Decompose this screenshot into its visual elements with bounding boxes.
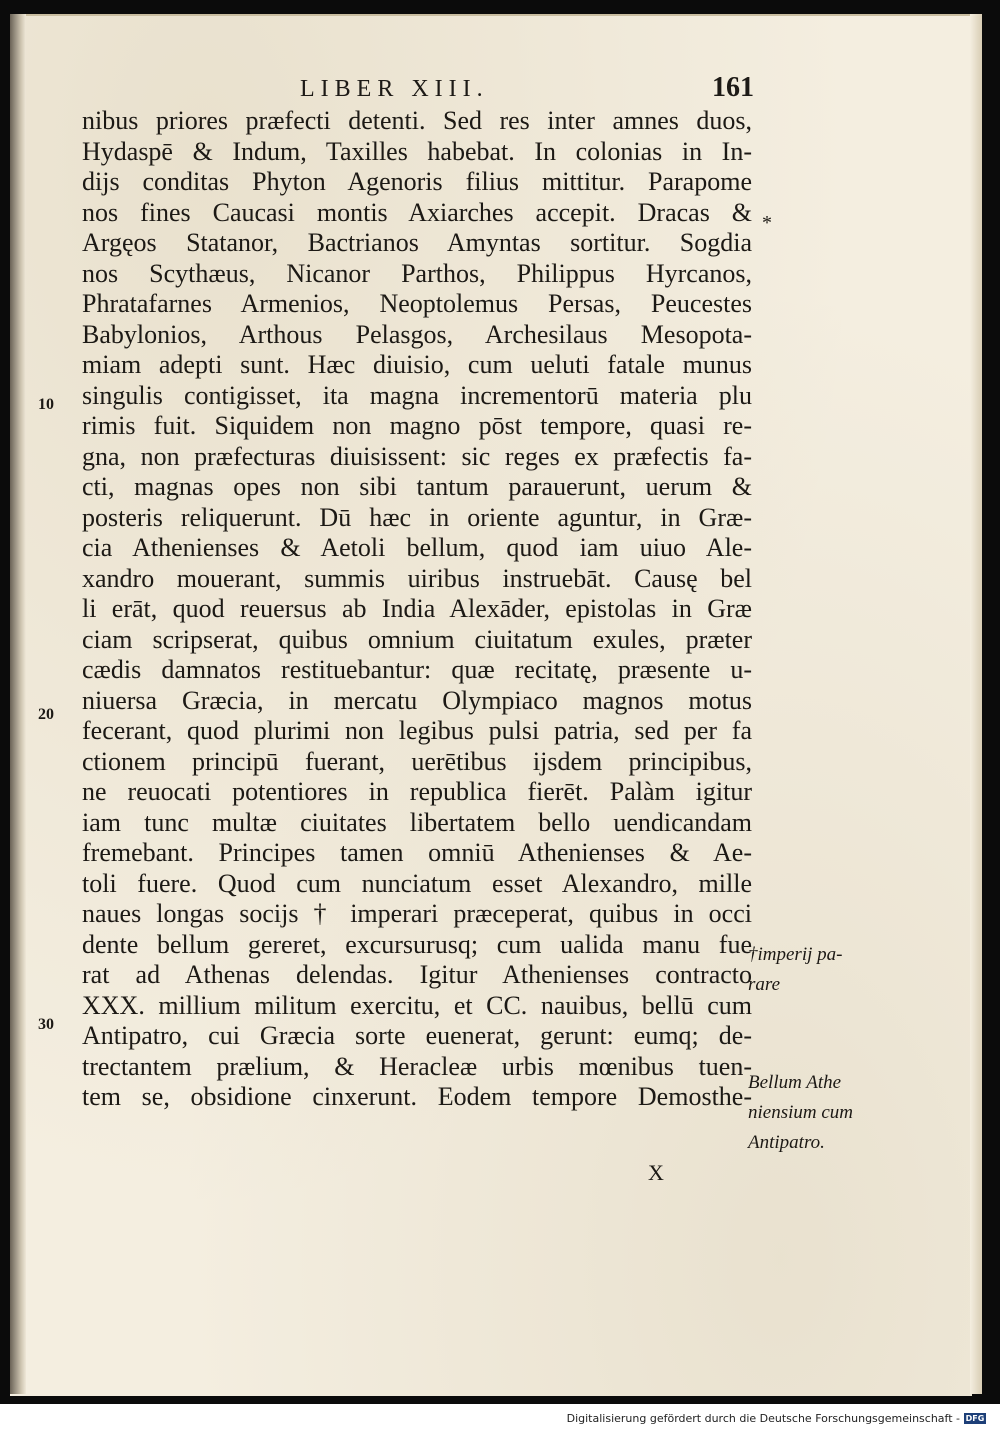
text-line [82, 1082, 752, 1113]
text-line [82, 686, 752, 717]
text-line-content: Hydaspē & Indum, Taxilles habebat. In colonias in In- [82, 136, 752, 166]
marginal-note-line: niensium cum [748, 1102, 854, 1123]
text-line [82, 167, 752, 198]
text-line-content: ciam scripserat, quibus omnium ciuitatum exules, præter [82, 624, 752, 654]
text-line [82, 869, 752, 900]
text-line-content: tem se, obsidione cinxerunt. Eodem tempore Demosthe- [82, 1082, 752, 1111]
marginal-note-line: †imperij pa- [748, 944, 843, 965]
text-line [82, 503, 752, 534]
text-line-content: miam adepti sunt. Hæc diuisio, cum ueluti fatale munus [82, 350, 752, 379]
line-number: 30 [38, 1016, 54, 1033]
asterisk-mark: * [762, 212, 772, 234]
text-line [82, 594, 752, 625]
text-line-content: nos fines Caucasi montis Axiarches accepit. Dracas & [82, 197, 752, 227]
text-line [82, 808, 752, 839]
main-text-block [82, 106, 752, 1113]
text-line [82, 747, 752, 778]
dfg-logo[interactable]: DFG [965, 1414, 985, 1423]
marginal-note-line: Antipatro. [748, 1132, 825, 1153]
text-line-content: dijs conditas Phyton Agenoris filius mittitur. Parapome [82, 167, 752, 196]
text-line [82, 625, 752, 656]
text-line-content: trectantem prælium, & Heracleæ urbis mœnibus tuen- [82, 1051, 752, 1081]
text-line-content: nos Scythæus, Nicanor Parthos, Philippus Hyrcanos, [82, 258, 752, 288]
text-line-content: rimis fuit. Siquidem non magno pōst tempore, quasi re- [82, 411, 752, 440]
text-line [82, 106, 752, 137]
text-line [82, 655, 752, 686]
text-line-content: posteris reliquerunt. Dū hæc in oriente aguntur, in Græ- [82, 502, 752, 532]
text-line [82, 137, 752, 168]
text-line [82, 320, 752, 351]
text-line [82, 1021, 752, 1052]
text-line [82, 228, 752, 259]
text-line [82, 716, 752, 747]
text-line-content: cti, magnas opes non sibi tantum parauerunt, uerum & [82, 472, 752, 501]
text-line-content: cædis damnatos restituebantur: quæ recitatę, præsente u- [82, 655, 752, 684]
text-line-content: fremebant. Principes tamen omniū Athenienses & Ae- [82, 838, 752, 867]
text-line-content: ctionem principū fuerant, uerētibus ijsdem principibus, [82, 746, 752, 776]
text-line-content: gna, non præfecturas diuisissent: sic reges ex præfectis fa- [82, 441, 752, 471]
text-line [82, 930, 752, 961]
text-line-content: niuersa Græcia, in mercatu Olympiaco magnos motus [82, 685, 752, 715]
text-line-content: Argęos Statanor, Bactrianos Amyntas sortitur. Sogdia [82, 228, 752, 257]
text-line-content: li erāt, quod reuersus ab India Alexāder, epistolas in Græ [82, 594, 752, 623]
marginal-note-line: rare [748, 974, 781, 995]
text-line-content: Antipatro, cui Græcia sorte euenerat, gerunt: eumq; de- [82, 1021, 752, 1050]
text-line-content: nibus priores præfecti detenti. Sed res inter amnes duos, [82, 106, 752, 135]
text-line-content: XXX. millium militum exercitu, et CC. nauibus, bellū cum [82, 990, 752, 1020]
text-line-content: rat ad Athenas delendas. Igitur Athenienses contracto [82, 960, 752, 989]
running-head: LIBER XIII. [300, 76, 489, 102]
text-line-content: Phratafarnes Armenios, Neoptolemus Persas, Peucestes [82, 289, 752, 318]
text-line-content: iam tunc multæ ciuitates libertatem bello uendicandam [82, 807, 752, 837]
text-line-content: fecerant, quod plurimi non legibus pulsi patria, sed per fa [82, 716, 752, 745]
text-line-content: naues longas socijs † imperari præceperat, quibus in occi [82, 899, 752, 928]
line-number: 10 [38, 396, 54, 413]
page-header [0, 72, 1000, 108]
text-line [82, 960, 752, 991]
text-line [82, 472, 752, 503]
text-line [82, 991, 752, 1022]
text-line [82, 442, 752, 473]
text-line [82, 1052, 752, 1083]
text-line-content: ne reuocati potentiores in republica fierēt. Palàm igitur [82, 777, 752, 806]
text-line-content: Babylonios, Arthous Pelasgos, Archesilaus Mesopota- [82, 319, 752, 349]
text-line [82, 289, 752, 320]
marginal-note-bellum [748, 1068, 888, 1158]
text-line [82, 838, 752, 869]
page-gutter [10, 14, 26, 1394]
text-line [82, 411, 752, 442]
text-line [82, 350, 752, 381]
marginal-note-imperij [748, 940, 888, 1000]
text-line-content: singulis contigisset, ita magna incrementorū materia plu [82, 380, 752, 410]
text-line [82, 777, 752, 808]
text-line-content: cia Athenienses & Aetoli bellum, quod iam uiuo Ale- [82, 533, 752, 562]
text-line [82, 564, 752, 595]
text-line-content: dente bellum gereret, excursurusq; cum ualida manu fue [82, 929, 752, 959]
text-line-content: toli fuere. Quod cum nunciatum esset Alexandro, mille [82, 868, 752, 898]
text-line-content: xandro mouerant, summis uiribus instruebāt. Causę bel [82, 563, 752, 593]
line-number: 20 [38, 706, 54, 723]
text-line [82, 198, 752, 229]
funding-notice: Digitalisierung gefördert durch die Deutsche Forschungsgemeinschaft - [566, 1412, 960, 1425]
page-number: 161 [712, 72, 754, 103]
marginal-note-line: Bellum Athe [748, 1072, 842, 1093]
catchword: X [648, 1160, 664, 1185]
text-line [82, 533, 752, 564]
text-line [82, 899, 752, 930]
page-edge [970, 14, 982, 1394]
text-line [82, 259, 752, 290]
text-line [82, 381, 752, 412]
